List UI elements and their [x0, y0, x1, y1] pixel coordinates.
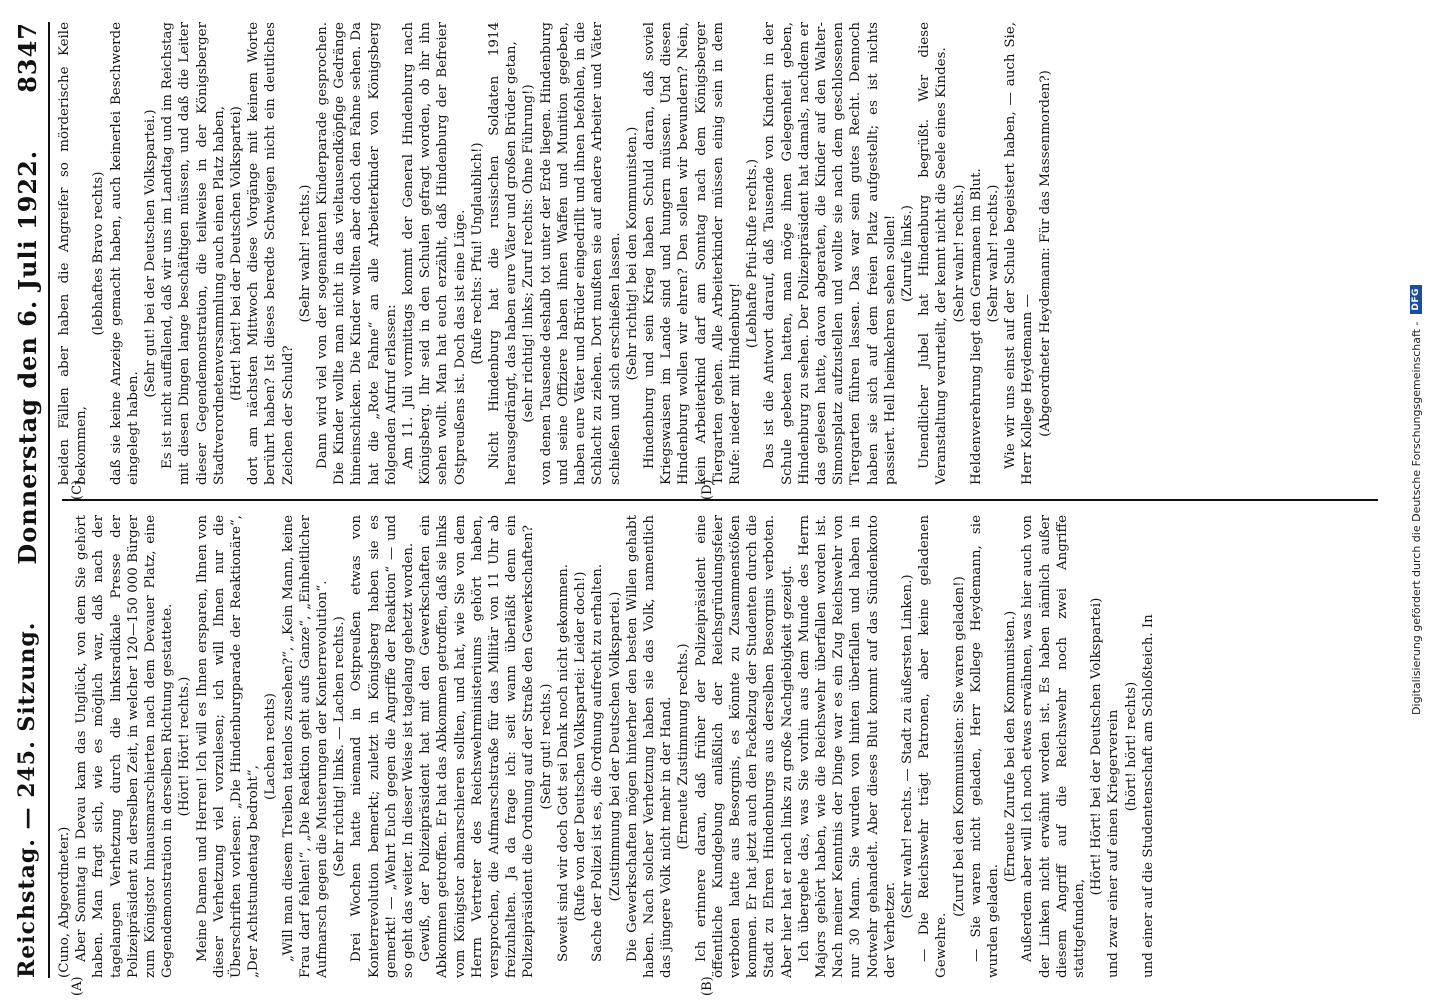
left-column: [56, 515, 1384, 978]
interjection: (Sehr wahr! rechts.): [985, 184, 1001, 323]
interjection: (Erneute Zurufe bei den Kommunisten.): [1003, 610, 1019, 883]
quoted-paragraph: Am 11. Juli vormittags kommt der General Hindenburg nach Königsberg. Ihr seid in den Schulen gefragt worden, ob ihr ihn sehen wollt. Man hat euch erzählt, daß Hindenburg der Befreier Ostpreußens ist. Doch das ist eine Lüge.: [401, 22, 468, 485]
quoted-paragraph: Hindenburg und sein Krieg haben Schuld daran, daß soviel Kriegswaisen im Lande sind und hungern müssen. Und diesen Hindenburg wollen wir ehren? Den sollen wir bewundern? Nein, kein Arbeiterkind darf am Sonntag nach dem Königsberger Tiergarten gehen. Alle Arbeiterkinder müssen einig sein in dem Rufe: nieder mit Hindenburg!: [641, 22, 743, 485]
interjection: (Abgeordneter Heydemann: Für das Massenmorden?): [1037, 70, 1053, 437]
interjection: (Zurufe links.): [899, 205, 915, 302]
quoted-paragraph: Nicht Hindenburg hat die russischen Soldaten 1914 herausgedrängt, das haben eure Väter und großen Brüder getan,: [487, 22, 520, 485]
paragraph: daß sie keine Anzeige gemacht haben, auch keinerlei Beschwerde eingelegt haben.: [108, 22, 141, 485]
interjection: (Sehr gut! rechts.): [538, 683, 554, 810]
interjection: (Lebhafte Pfui-Rufe rechts.): [745, 158, 761, 349]
interjection: (Sehr richtig! links. — Lachen rechts.): [332, 616, 348, 877]
interjection: (lebhaftes Bravo rechts): [91, 171, 107, 336]
interjection: (Lachen rechts): [263, 693, 279, 800]
paragraph: Gewiß, der Polizeipräsident hat mit den Gewerkschaften ein Abkommen getroffen. Er hat das Abkommen getroffen, daß sie links vom Königstor abmarschieren sollten, und hat, wie Sie von dem Herrn Vertreter des Reichswehrministeriums gehört haben, versprochen, die Aufmarschstraße für das Militär von 11 Uhr ab freizuhalten. Ja da frage ich: seit wann überläßt denn ein Polizeipräsident die Ordnung auf der Straße den Gewerkschaften?: [418, 515, 537, 978]
header-date: Donnerstag den 6. Juli 1922.: [12, 149, 42, 565]
interjection: (Zustimmung bei der Deutschen Volkspartei.): [607, 591, 623, 902]
paragraph: Dann wird viel von der sogenannten Kinderparade gesprochen. Die Kinder wollte man nicht in das vieltausendköpfige Gedränge hineinschicken. Die Kinder wollten aber doch den Fahne sehen. Da hat die „Rote Fahne“ an alle Arbeiterkinder von Königsberg folgenden Aufruf erlassen:: [315, 22, 399, 485]
page-header: [6, 22, 50, 978]
paragraph: und zwar einer auf einen Kriegerverein: [1106, 709, 1122, 978]
paragraph: Die Gewerkschaften mögen hinterher den besten Willen gehabt haben. Nach solcher Verhetzung haben sie das Volk, namentlich das jüngere Volk nicht mehr in der Hand.: [624, 515, 675, 978]
paragraph: Soweit sind wir doch Gott sei Dank noch nicht gekommen.: [555, 564, 571, 962]
interjection: (Hört! Hört! rechts.): [177, 676, 193, 817]
margin-marker-c: (C): [70, 479, 85, 500]
interjection: (Rufe von der Deutschen Volkspartei: Leider doch!): [573, 571, 589, 922]
interjection: (Sehr wahr! rechts.): [951, 184, 967, 323]
paragraph: Wie wir uns einst auf der Schule begeistert haben, — auch Sie, Herr Kollege Heydemann —: [1003, 22, 1036, 485]
header-session-title: Reichstag. — 245. Sitzung.: [14, 621, 40, 978]
paragraph: Aber Sonntag in Devau kam das Unglück, von dem Sie gehört haben. Man fragt sich, wie es möglich war, daß nach der tagelangen Verhetzung durch die linksradikale Presse der Polizeipräsident zu derselben Zeit, in welcher 120—150 000 Bürger zum Königstor hinausmarschierten nach dem Devauer Platz, eine Gegendemonstration in derselben Richtung gestattete.: [74, 515, 176, 978]
text-columns: [56, 22, 1384, 978]
paragraph: und einer auf die Studentenschaft am Schloßteich. In: [1140, 614, 1156, 978]
credit-text: Digitalisierung gefördert durch die Deutsche Forschungsgemeinschaft -: [1409, 321, 1423, 715]
paragraph: „Will man diesem Treiben tatenlos zusehen?“, „Kein Mann, keine Frau darf fehlen!“, „Die Reaktion geht aufs Ganze“, „Einheitlicher Aufmarsch gegen die Musterungen der Konterrevolution“.: [280, 515, 331, 978]
header-page-number: 8347: [12, 22, 42, 93]
paragraph: Sache der Polizei ist es, die Ordnung aufrecht zu erhalten.: [590, 563, 606, 962]
column-divider: [62, 499, 1378, 501]
right-column: [56, 22, 1384, 485]
interjection: (Hört! hört! bei der Deutschen Volkspartei): [229, 106, 245, 401]
margin-marker-b: (B): [700, 976, 715, 996]
margin-marker-a: (A): [70, 976, 85, 996]
paragraph: Meine Damen und Herren! Ich will es Ihnen ersparen, Ihnen von dieser Verhetzung viel vorzulesen; ich will Ihnen nur die Überschriften vorlesen: „Die Hindenburgparade der Reaktionäre“, „Der Achtstundentag bedroht“,: [194, 515, 262, 978]
interjection: (sehr richtig! links; Zuruf rechts: Ohne Führung!): [521, 84, 537, 423]
paragraph: Außerdem aber will ich noch etwas erwähnen, was hier auch von der Linken nicht erwähnt worden ist. Es haben nämlich außer diesem Angriff auf die Reichswehr noch zwei Angriffe stattgefunden,: [1020, 515, 1087, 978]
interjection: (Hört! Hört! bei der Deutschen Volkspartei): [1089, 597, 1105, 896]
paragraph: Heldenverehrung liegt den Germanen im Blut.: [968, 168, 984, 485]
paragraph: Es ist nicht auffallend, daß wir uns im Landtag und im Reichstag mit diesen Dingen lange beschäftigen müssen, und daß die Leiter dieser Gegendemonstration, die teilweise in der Königsberger Stadtverordnetenversammlung auch einen Platz haben,: [160, 22, 227, 485]
speaker-label: (Cuno, Abgeordneter.): [57, 826, 72, 978]
interjection: (Rufe rechts: Pfui! Unglaublich!): [469, 142, 485, 365]
quoted-paragraph: von denen Tausende deshalb tot unter der Erde liegen. Hindenburg und seine Offiziere haben ihnen Waffen und Munition gegeben, haben eure Väter und Brüder eingedrillt und ihnen befohlen, in die Schlacht zu ziehen. Dort mußten sie auf andere Arbeiter und Väter schießen und sich erschießen lassen.: [538, 22, 623, 485]
paragraph: Drei Wochen hatte niemand in Ostpreußen etwas von Konterrevolution bemerkt; zuletzt in Königsberg haben sie es gemerkt! — „Wehrt Euch gegen die Angriffe der Reaktion“ — und so geht das weiter. In dieser Weise ist tagelang gehetzt worden.: [349, 515, 417, 978]
paragraph: Das ist die Antwort darauf, daß Tausende von Kindern in der Schule gebeten hatten, man möge ihnen Gelegenheit geben, Hindenburg zu sehen. Der Polizeipräsident hat damals, nachdem er das gelesen hatte, davon abgeraten, die Kinder auf den Walter-Simonsplatz aufzustellen und wollte sie nach dem geschlossenen Tiergarten führen lassen. Das war sein gutes Recht. Dennoch haben sie sich auf dem freien Platz aufgestellt; es ist nichts passiert. Hell heimkehren sehen sollen!: [762, 22, 898, 485]
interjection: (Erneute Zustimmung rechts.): [676, 643, 692, 850]
paragraph: Ich übergehe das, was Sie vorhin aus dem Munde des Herrn Majors gehört haben, wie die Reichswehr überfallen worden ist. Nach meiner Kenntnis der Dinge war es ein Zug Reichswehr von nur 30 Mann. Sie wurden von hinten überfallen und haben in Notwehr gehandelt. Aber dieses Blut kommt auf das Sündenkonto der Verhetzer.: [796, 515, 898, 978]
paragraph: Ich erinnere daran, daß früher der Polizeipräsident eine öffentliche Kundgebung anläßlich der Reichsgründungsfeier verboten hatte aus Besorgnis, es könnte zu Zusammenstößen kommen. Er hat jetzt auch den Fackelzug der Studenten durch die Stadt zu Ehren Hindenburgs aus derselben Besorgnis verboten. Aber hier hat er nach links zu große Nachgiebigkeit gezeigt.: [693, 515, 795, 978]
interjection: (Sehr richtig! bei den Kommunisten.): [624, 126, 640, 381]
paragraph: — Die Reichswehr trägt Patronen, aber keine geladenen Gewehre.: [917, 515, 950, 978]
interjection: (hört! hört! rechts): [1123, 681, 1139, 812]
interjection: (Sehr wahr! rechts.): [297, 184, 313, 323]
paragraph: Unendlicher Jubel hat Hindenburg begrüßt. Wer diese Veranstaltung verurteilt, der kennt nicht die Seele eines Kindes.: [917, 22, 950, 485]
interjection: (Sehr wahr! rechts. — Stadt zu äußersten Linken.): [899, 574, 915, 919]
dfg-logo: DFG: [1410, 285, 1422, 314]
interjection: (Sehr gut! bei der Deutschen Volkspartei.): [143, 109, 159, 398]
paragraph: beiden Fällen aber haben die Angreifer so mörderische Keile bekommen,: [57, 22, 90, 485]
interjection: (Zuruf bei den Kommunisten: Sie waren geladen!): [951, 576, 967, 917]
digitization-credit: [1398, 0, 1434, 1000]
paragraph: dort am nächsten Mittwoch diese Vorgänge mit keinem Worte berührt haben? Ist dieses beredte Schweigen nicht ein deutliches Zeichen der Schuld?: [246, 22, 296, 485]
margin-marker-d: (D): [700, 479, 715, 500]
paragraph: — Sie waren nicht geladen, Herr Kollege Heydemann, sie wurden geladen.: [968, 515, 1001, 978]
